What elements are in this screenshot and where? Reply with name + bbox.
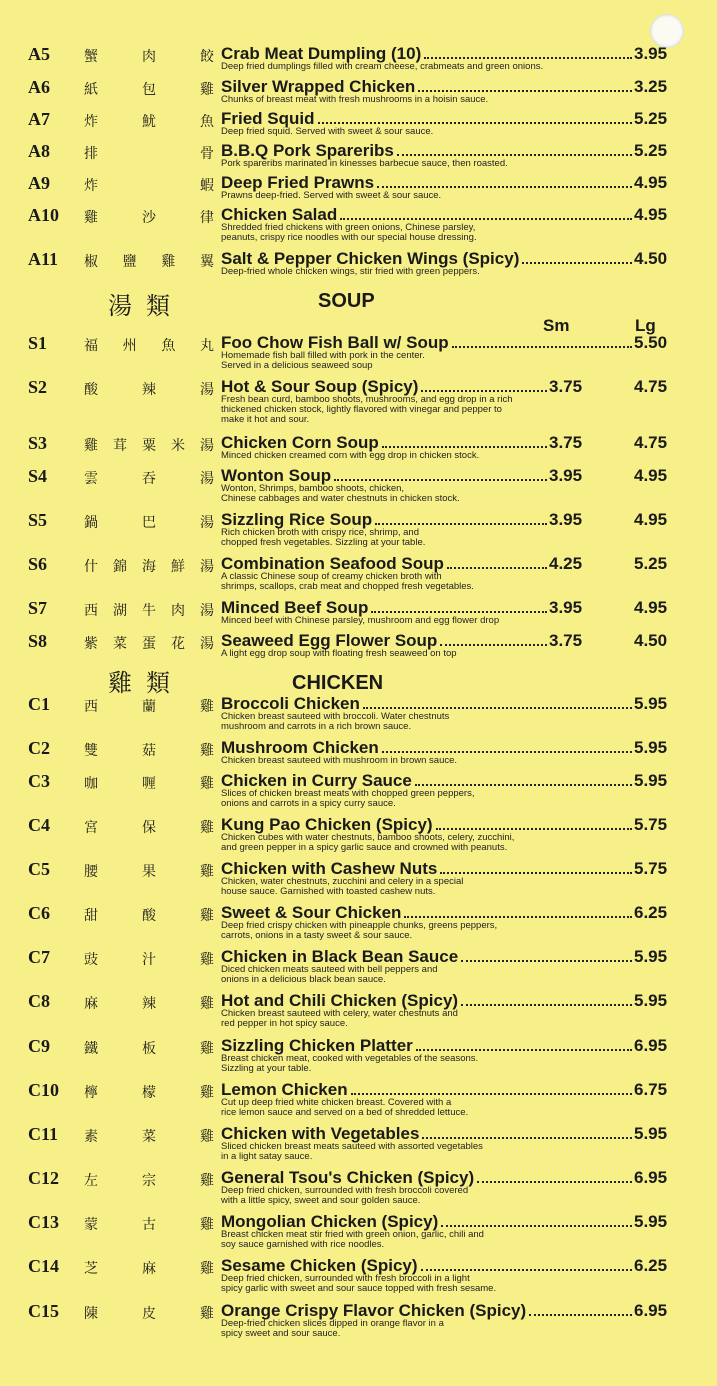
- dot-leader: [377, 186, 632, 188]
- chinese-character: 宮: [84, 820, 98, 836]
- chinese-character: 福: [84, 338, 98, 354]
- item-chinese-name: [84, 600, 214, 620]
- item-code: S1: [28, 333, 48, 353]
- dot-leader: [363, 707, 632, 709]
- item-name: Lemon Chicken: [221, 1080, 348, 1099]
- item-name: Chicken with Vegetables: [221, 1124, 420, 1143]
- dot-leader: [440, 872, 632, 874]
- item-price: 6.95: [634, 1036, 668, 1055]
- chinese-character: 蘭: [142, 699, 156, 715]
- chinese-character: 雞: [200, 820, 214, 836]
- item-name: Sweet & Sour Chicken: [221, 903, 402, 922]
- dot-leader: [375, 523, 547, 525]
- soup-section-title: SOUP: [318, 290, 375, 312]
- item-name: Sizzling Rice Soup: [221, 510, 373, 529]
- chinese-character: 紙: [84, 82, 98, 98]
- item-chinese-name: [84, 143, 214, 163]
- item-description: A light egg drop soup with floating fresh seaweed on top: [221, 648, 457, 659]
- dot-leader: [421, 1269, 632, 1271]
- item-code: S3: [28, 433, 48, 453]
- chinese-character: 菜: [142, 1129, 156, 1145]
- item-price-large: 4.75: [634, 377, 668, 396]
- item-description: Chicken breast sauteed with celery, water chestnuts and red pepper in hot spicy sauce.: [221, 1008, 458, 1029]
- chinese-character: 板: [142, 1041, 156, 1057]
- chinese-character: 湯: [200, 382, 214, 398]
- item-chinese-name: [84, 512, 214, 532]
- item-description: Chicken, water chestnuts, zucchini and celery in a special house sauce. Garnished with toasted cashew nuts.: [221, 876, 464, 897]
- item-description: Slices of chicken breast meats with chopped green peppers, onions and carrots in a spicy curry sauce.: [221, 788, 475, 809]
- chinese-character: 炸: [84, 114, 98, 130]
- chinese-character: 雞: [200, 864, 214, 880]
- chinese-character: 西: [84, 603, 98, 619]
- item-name: Silver Wrapped Chicken: [221, 77, 416, 96]
- item-name: Orange Crispy Flavor Chicken (Spicy): [221, 1301, 527, 1320]
- chinese-character: 鍋: [84, 515, 98, 531]
- item-name: Broccoli Chicken: [221, 694, 360, 713]
- chinese-character: 湯: [200, 603, 214, 619]
- item-description: Sliced chicken breast meats sauteed with assorted vegetables in a light satay sauce.: [221, 1141, 483, 1162]
- chinese-character: 辣: [142, 996, 156, 1012]
- chinese-character: 酸: [142, 908, 156, 924]
- item-name: Seaweed Egg Flower Soup: [221, 631, 438, 650]
- chinese-character: 雞: [200, 952, 214, 968]
- dot-leader: [461, 960, 632, 962]
- chinese-character: 鐵: [84, 1041, 98, 1057]
- item-price: 5.25: [634, 141, 668, 160]
- item-price-small: 3.75: [549, 631, 583, 650]
- item-description: Cut up deep fried white chicken breast. Covered with a rice lemon sauce and served on a bed of shredded lettuce.: [221, 1097, 469, 1118]
- item-chinese-name: [84, 251, 214, 271]
- chinese-character: 咖: [84, 776, 98, 792]
- chinese-character: 檸: [84, 1085, 98, 1101]
- item-description: Deep fried crispy chicken with pineapple chunks, greens peppers, carrots, onions in a tasty sweet & sour sauce.: [221, 920, 498, 941]
- item-description: Chicken cubes with water chestnuts, bamboo shoots, celery, zucchini, and green pepper in a spicy garlic sauce and crowned with peanuts.: [221, 832, 515, 853]
- item-price: 3.95: [634, 44, 668, 63]
- item-description: Prawns deep-fried. Served with sweet & sour sauce.: [221, 190, 442, 201]
- chinese-character: 鮮: [171, 559, 185, 575]
- chinese-character: 雲: [84, 471, 98, 487]
- item-code: C6: [28, 903, 50, 923]
- chinese-character: 古: [142, 1217, 156, 1233]
- chinese-character: 雙: [84, 743, 98, 759]
- dot-leader: [424, 57, 632, 59]
- item-price-small: 3.75: [549, 433, 583, 452]
- item-price-small: 4.25: [549, 554, 583, 573]
- item-chinese-name: [84, 633, 214, 653]
- item-description: Deep-fried chicken slices dipped in orange flavor in a spicy sweet and sour sauce.: [221, 1318, 444, 1339]
- item-chinese-name: [84, 335, 214, 355]
- chinese-character: 湯: [200, 636, 214, 652]
- dot-leader: [436, 828, 632, 830]
- item-name: Wonton Soup: [221, 466, 332, 485]
- item-price-large: 4.50: [634, 631, 668, 650]
- chinese-character: 花: [171, 636, 185, 652]
- item-price: 6.25: [634, 1256, 668, 1275]
- item-price: 5.95: [634, 1212, 668, 1231]
- item-price-small: 3.95: [549, 598, 583, 617]
- dot-leader: [421, 390, 547, 392]
- chinese-character: 皮: [142, 1306, 156, 1322]
- item-code: C7: [28, 947, 50, 967]
- chinese-character: 律: [200, 210, 214, 226]
- item-code: S5: [28, 510, 48, 530]
- item-description: Fresh bean curd, bamboo shoots, mushrooms, and egg drop in a rich thickened chicken stock, lightly flavored with vinegar and pepper to make it hot and sour.: [221, 394, 513, 425]
- chinese-character: 菜: [113, 636, 127, 652]
- chinese-character: 湯: [200, 438, 214, 454]
- item-code: A6: [28, 77, 50, 97]
- chinese-character: 雞: [200, 82, 214, 98]
- item-chinese-name: [84, 1258, 214, 1278]
- item-price: 5.95: [634, 771, 668, 790]
- item-chinese-name: [84, 993, 214, 1013]
- item-price-large: 4.95: [634, 510, 668, 529]
- item-name: Fried Squid: [221, 109, 315, 128]
- item-name: Kung Pao Chicken (Spicy): [221, 815, 433, 834]
- item-code: S2: [28, 377, 48, 397]
- dot-leader: [477, 1181, 632, 1183]
- item-description: Deep fried dumplings filled with cream cheese, crabmeats and green onions.: [221, 61, 544, 72]
- item-description: Wonton, Shrimps, bamboo shoots, chicken, Chinese cabbages and water chestnuts in chicken stock.: [221, 483, 460, 504]
- chinese-character: 紫: [84, 636, 98, 652]
- chinese-character: 甜: [84, 908, 98, 924]
- item-code: A9: [28, 173, 50, 193]
- chinese-character: 粟: [142, 438, 156, 454]
- chinese-character: 肉: [171, 603, 185, 619]
- item-chinese-name: [84, 1082, 214, 1102]
- item-code: S8: [28, 631, 48, 651]
- chinese-character: 餃: [200, 49, 214, 65]
- item-code: S4: [28, 466, 48, 486]
- chinese-character: 豉: [84, 952, 98, 968]
- item-price: 5.95: [634, 1124, 668, 1143]
- chinese-character: 雞: [200, 1261, 214, 1277]
- item-name: Foo Chow Fish Ball w/ Soup: [221, 333, 449, 352]
- item-code: A8: [28, 141, 50, 161]
- chinese-character: 雞: [200, 699, 214, 715]
- binder-hole: [650, 14, 684, 48]
- item-chinese-name: [84, 817, 214, 837]
- chinese-character: 肉: [142, 49, 156, 65]
- item-chinese-name: [84, 861, 214, 881]
- dot-leader: [340, 218, 632, 220]
- chinese-character: 西: [84, 699, 98, 715]
- chinese-character: 雞: [84, 210, 98, 226]
- item-price: 6.95: [634, 1168, 668, 1187]
- dot-leader: [522, 262, 632, 264]
- item-code: A5: [28, 44, 50, 64]
- chinese-character: 魷: [142, 114, 156, 130]
- item-code: C3: [28, 771, 50, 791]
- chinese-character: 雞: [200, 1041, 214, 1057]
- dot-leader: [397, 154, 632, 156]
- item-name: Chicken with Cashew Nuts: [221, 859, 438, 878]
- item-chinese-name: [84, 175, 214, 195]
- dot-leader: [422, 1137, 632, 1139]
- item-name: Hot & Sour Soup (Spicy): [221, 377, 419, 396]
- item-name: Crab Meat Dumpling (10): [221, 44, 422, 63]
- item-description: Deep fried squid. Served with sweet & sour sauce.: [221, 126, 434, 137]
- item-code: C8: [28, 991, 50, 1011]
- item-description: Chunks of breast meat with fresh mushrooms in a hoisin sauce.: [221, 94, 489, 105]
- item-price: 5.75: [634, 815, 668, 834]
- item-name: Mongolian Chicken (Spicy): [221, 1212, 439, 1231]
- chinese-character: 蝦: [200, 178, 214, 194]
- chinese-character: 雞: [161, 254, 176, 270]
- item-price: 6.25: [634, 903, 668, 922]
- chinese-character: 蒙: [84, 1217, 98, 1233]
- chinese-character: 雞: [200, 996, 214, 1012]
- dot-leader: [382, 446, 547, 448]
- chinese-character: 麻: [142, 1261, 156, 1277]
- dot-leader: [416, 1049, 632, 1051]
- item-name: Sizzling Chicken Platter: [221, 1036, 413, 1055]
- item-description: Deep-fried whole chicken wings, stir fried with green peppers.: [221, 266, 480, 277]
- chinese-character: 魚: [161, 338, 176, 354]
- item-name: Chicken Corn Soup: [221, 433, 379, 452]
- item-name: Combination Seafood Soup: [221, 554, 444, 573]
- item-price: 4.95: [634, 173, 668, 192]
- item-code: C12: [28, 1168, 59, 1188]
- item-description: Minced beef with Chinese parsley, mushroom and egg flower drop: [221, 615, 500, 626]
- item-price-small: 3.95: [549, 466, 583, 485]
- item-code: S7: [28, 598, 48, 618]
- dot-leader: [418, 90, 632, 92]
- item-description: Breast chicken meat, cooked with vegetables of the seasons. Sizzling at your table.: [221, 1053, 479, 1074]
- chinese-character: 蛋: [142, 636, 156, 652]
- chinese-character: 牛: [142, 603, 156, 619]
- dot-leader: [404, 916, 632, 918]
- chinese-character: 左: [84, 1173, 98, 1189]
- item-description: Shredded fried chickens with green onions, Chinese parsley, peanuts, crispy rice noodles with our special house dressing.: [221, 222, 477, 243]
- item-code: C13: [28, 1212, 59, 1232]
- chinese-character: 湯: [200, 471, 214, 487]
- item-code: C9: [28, 1036, 50, 1056]
- chinese-character: 湖: [113, 603, 127, 619]
- chinese-character: 湯: [200, 559, 214, 575]
- item-name: Hot and Chili Chicken (Spicy): [221, 991, 459, 1010]
- item-price: 4.95: [634, 205, 668, 224]
- item-price-large: 4.75: [634, 433, 668, 452]
- chinese-character: 什: [84, 559, 98, 575]
- item-description: Deep fried chicken, surrounded with fresh broccoli covered with a little spicy, sweet and sour golden sauce.: [221, 1185, 469, 1206]
- chinese-character: 翼: [199, 254, 214, 270]
- item-price: 6.95: [634, 1301, 668, 1320]
- item-description: Chicken breast sauteed with broccoli. Water chestnuts mushroom and carrots in a rich brown sauce.: [221, 711, 450, 732]
- chinese-character: 巴: [142, 515, 156, 531]
- item-chinese-name: [84, 79, 214, 99]
- item-name: Deep Fried Prawns: [221, 173, 375, 192]
- dot-leader: [529, 1314, 632, 1316]
- item-name: Sesame Chicken (Spicy): [221, 1256, 418, 1275]
- item-code: C4: [28, 815, 50, 835]
- item-chinese-name: [84, 1038, 214, 1058]
- item-description: Homemade fish ball filled with pork in the center. Served in a delicious seaweed soup: [221, 350, 425, 371]
- chinese-character: 汁: [142, 952, 156, 968]
- item-price: 5.95: [634, 738, 668, 757]
- item-chinese-name: [84, 1214, 214, 1234]
- item-chinese-name: [84, 379, 214, 399]
- dot-leader: [452, 346, 632, 348]
- item-name: Salt & Pepper Chicken Wings (Spicy): [221, 249, 520, 268]
- chinese-character: 麻: [84, 996, 98, 1012]
- dot-leader: [415, 784, 632, 786]
- item-code: C11: [28, 1124, 59, 1144]
- dot-leader: [318, 122, 633, 124]
- chinese-character: 茸: [113, 438, 127, 454]
- item-name: Chicken in Curry Sauce: [221, 771, 412, 790]
- item-price-small: 3.95: [549, 510, 583, 529]
- item-price: 4.50: [634, 249, 668, 268]
- item-description: A classic Chinese soup of creamy chicken broth with shrimps, scallops, crab meat and chopped fresh vegetables.: [221, 571, 474, 592]
- item-name: Chicken in Black Bean Sauce: [221, 947, 459, 966]
- dot-leader: [371, 611, 547, 613]
- chinese-character: 檬: [142, 1085, 156, 1101]
- item-price-small: 3.75: [549, 377, 583, 396]
- chinese-character: 雞: [200, 1129, 214, 1145]
- chinese-character: 椒: [84, 254, 98, 270]
- item-code: C1: [28, 694, 50, 714]
- chinese-character: 沙: [142, 210, 156, 226]
- item-chinese-name: [84, 949, 214, 969]
- item-price: 6.75: [634, 1080, 668, 1099]
- chinese-character: 雞: [200, 1306, 214, 1322]
- item-price-large: 4.95: [634, 466, 668, 485]
- dot-leader: [461, 1004, 632, 1006]
- item-code: A11: [28, 249, 59, 269]
- item-description: Chicken breast sauteed with mushroom in brown sauce.: [221, 755, 458, 766]
- item-price-large: 5.25: [634, 554, 668, 573]
- item-name: General Tsou's Chicken (Spicy): [221, 1168, 475, 1187]
- chinese-character: 雞: [200, 908, 214, 924]
- chinese-character: 芝: [84, 1261, 98, 1277]
- item-chinese-name: [84, 905, 214, 925]
- item-description: Rich chicken broth with crispy rice, shrimp, and chopped fresh vegetables. Sizzling at your table.: [221, 527, 426, 548]
- item-description: Minced chicken creamed corn with egg drop in chicken stock.: [221, 450, 480, 461]
- chinese-character: 炸: [84, 178, 98, 194]
- soup-section-chinese-title: 湯類: [108, 292, 184, 320]
- chinese-character: 包: [142, 82, 156, 98]
- item-chinese-name: [84, 696, 214, 716]
- chinese-character: 魚: [200, 114, 214, 130]
- item-price: 5.25: [634, 109, 668, 128]
- chicken-section-chinese-title: 雞類: [108, 669, 184, 697]
- chinese-character: 骨: [200, 146, 214, 162]
- chinese-character: 雞: [200, 1085, 214, 1101]
- chinese-character: 鹽: [122, 254, 137, 270]
- soup-column-small: Sm: [543, 316, 570, 335]
- chinese-character: 雞: [200, 776, 214, 792]
- chinese-character: 吞: [142, 471, 156, 487]
- item-chinese-name: [84, 1126, 214, 1146]
- item-code: C2: [28, 738, 50, 758]
- item-code: C10: [28, 1080, 59, 1100]
- chinese-character: 錦: [113, 559, 127, 575]
- item-price-large: 4.95: [634, 598, 668, 617]
- chinese-character: 陳: [84, 1306, 98, 1322]
- chinese-character: 蟹: [84, 49, 98, 65]
- chinese-character: 丸: [199, 338, 214, 354]
- chinese-character: 雞: [200, 743, 214, 759]
- chinese-character: 素: [84, 1129, 98, 1145]
- chinese-character: 湯: [200, 515, 214, 531]
- chicken-section-title: CHICKEN: [292, 672, 384, 694]
- item-price: 5.95: [634, 991, 668, 1010]
- item-name: B.B.Q Pork Spareribs: [221, 141, 394, 160]
- item-code: A7: [28, 109, 50, 129]
- item-chinese-name: [84, 111, 214, 131]
- chinese-character: 雞: [200, 1217, 214, 1233]
- item-description: Breast chicken meat stir fried with green onion, garlic, chili and soy sauce garnished with rice noodles.: [221, 1229, 484, 1250]
- chinese-character: 海: [142, 559, 156, 575]
- chinese-character: 保: [142, 820, 156, 836]
- dot-leader: [351, 1093, 632, 1095]
- item-code: S6: [28, 554, 48, 574]
- item-price-large: 5.50: [634, 333, 668, 352]
- chinese-character: 喱: [142, 776, 156, 792]
- item-code: C5: [28, 859, 50, 879]
- item-chinese-name: [84, 207, 214, 227]
- item-chinese-name: [84, 740, 214, 760]
- item-code: A10: [28, 205, 59, 225]
- item-name: Mushroom Chicken: [221, 738, 379, 757]
- item-description: Diced chicken meats sauteed with bell peppers and onions in a delicious black bean sauce.: [221, 964, 438, 985]
- item-code: C15: [28, 1301, 59, 1321]
- item-code: C14: [28, 1256, 59, 1276]
- item-chinese-name: [84, 46, 214, 66]
- dot-leader: [382, 751, 632, 753]
- item-name: Minced Beef Soup: [221, 598, 369, 617]
- item-description: Pork spareribs marinated in kinesses barbecue sauce, then roasted.: [221, 158, 508, 169]
- chinese-character: 雞: [200, 1173, 214, 1189]
- chinese-character: 州: [122, 338, 137, 354]
- chinese-character: 宗: [142, 1173, 156, 1189]
- chinese-character: 辣: [142, 382, 156, 398]
- item-price: 5.95: [634, 694, 668, 713]
- chinese-character: 菇: [142, 743, 156, 759]
- dot-leader: [334, 479, 547, 481]
- chinese-character: 果: [142, 864, 156, 880]
- dot-leader: [441, 1225, 632, 1227]
- item-chinese-name: [84, 1303, 214, 1323]
- item-price: 5.75: [634, 859, 668, 878]
- dot-leader: [447, 567, 547, 569]
- item-price: 5.95: [634, 947, 668, 966]
- chinese-character: 米: [171, 438, 185, 454]
- item-chinese-name: [84, 468, 214, 488]
- item-chinese-name: [84, 556, 214, 576]
- chinese-character: 排: [84, 146, 98, 162]
- chinese-character: 腰: [84, 864, 98, 880]
- item-chinese-name: [84, 773, 214, 793]
- soup-column-large: Lg: [635, 316, 656, 335]
- dot-leader: [440, 644, 547, 646]
- item-chinese-name: [84, 435, 214, 455]
- chinese-character: 酸: [84, 382, 98, 398]
- item-name: Chicken Salad: [221, 205, 338, 224]
- item-chinese-name: [84, 1170, 214, 1190]
- item-description: Deep fried chicken, surrounded with fresh broccoli in a light spicy garlic with sweet and sour sauce topped with fresh sesame.: [221, 1273, 497, 1294]
- chinese-character: 雞: [84, 438, 98, 454]
- item-price: 3.25: [634, 77, 668, 96]
